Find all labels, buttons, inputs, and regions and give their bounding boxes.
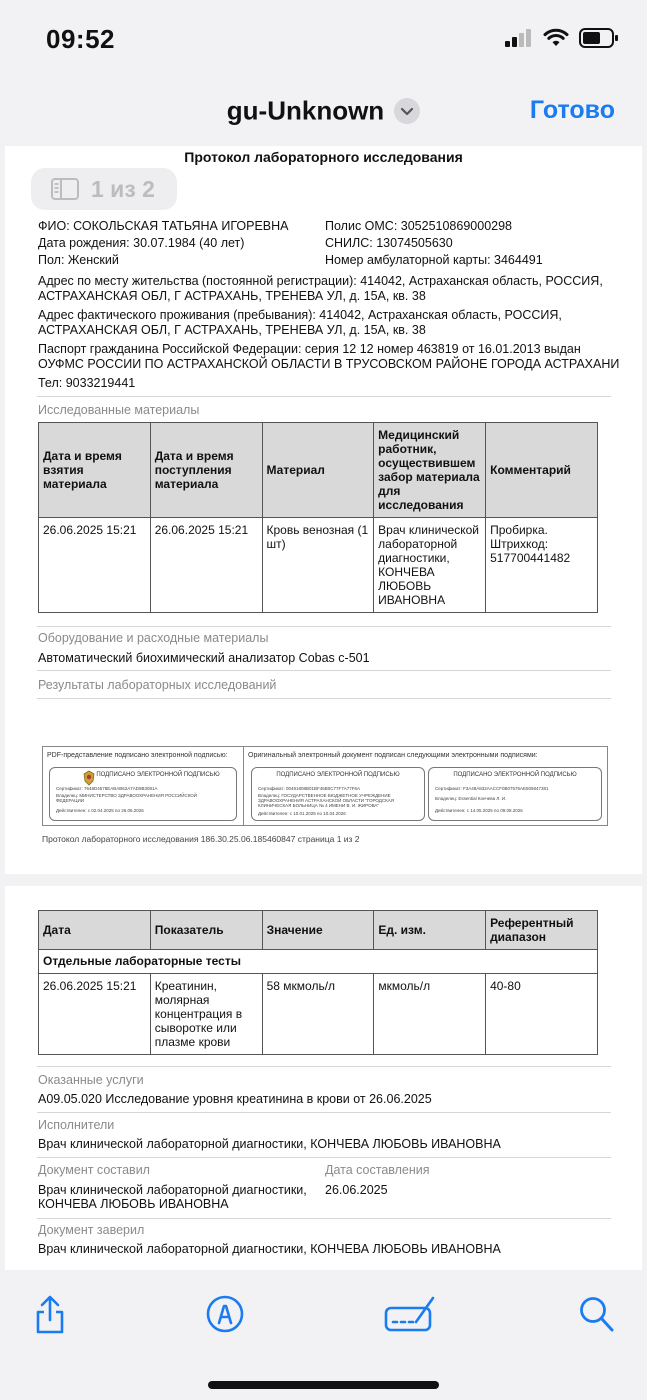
address-registration-line-1: Адрес по месту жительства (постоянной регистрации): 414042, Астраханская область, РОССИЯ,: [38, 274, 603, 288]
signature-cert: Сертификат: F3A48A832AACCF0B07576AE505847381: [435, 786, 549, 791]
table-header: Комментарий: [486, 423, 598, 518]
divider: [37, 396, 611, 397]
table-header: Дата и время поступления материала: [150, 423, 262, 518]
certified-value: Врач клинической лабораторной диагностики, КОНЧЕВА ЛЮБОВЬ ИВАНОВНА: [38, 1242, 501, 1256]
home-indicator[interactable]: [208, 1381, 439, 1389]
pdf-signature-panel: [43, 747, 244, 825]
materials-table: [38, 422, 598, 613]
table-header: Дата и время взятия материала: [39, 423, 151, 518]
patient-snils: СНИЛС: 13074505630: [325, 236, 453, 250]
navigation-bar: [0, 80, 647, 142]
status-icons: [505, 28, 619, 48]
date-value: 26.06.2025: [325, 1183, 388, 1197]
divider: [37, 1112, 611, 1113]
services-heading: Оказанные услуги: [38, 1073, 144, 1087]
divider: [37, 670, 611, 671]
signature-block: [42, 746, 608, 826]
done-button[interactable]: Готово: [529, 96, 615, 124]
signature-icon[interactable]: [384, 1294, 436, 1334]
table-cell: 26.06.2025 15:21: [39, 974, 151, 1055]
battery-icon: [579, 28, 619, 48]
divider: [37, 1066, 611, 1067]
date-heading: Дата составления: [325, 1163, 430, 1177]
table-header: Показатель: [150, 911, 262, 950]
composed-line-2: КОНЧЕВА ЛЮБОВЬ ИВАНОВНА: [38, 1197, 229, 1211]
table-group-row: [39, 950, 598, 974]
passport-line-1: Паспорт гражданина Российской Федерации: серия 12 12 номер 463819 от 16.01.2013 выдан: [38, 342, 581, 356]
patient-fio: ФИО: СОКОЛЬСКАЯ ТАТЬЯНА ИГОРЕВНА: [38, 219, 289, 233]
signature-valid: Действителен: с 14.05.2025 по 09.08.2026: [435, 808, 523, 813]
address-registration-line-2: АСТРАХАНСКАЯ ОБЛ, Г АСТРАХАНЬ, ТРЕНЕВА УЛ, д. 15А, кв. 38: [38, 289, 426, 303]
protocol-title: Протокол лабораторного исследования: [184, 149, 463, 165]
signature-card-title: ПОДПИСАНО ЭЛЕКТРОННОЙ ПОДПИСЬЮ: [96, 772, 220, 778]
patient-card: Номер амбулаторной карты: 3464491: [325, 253, 543, 267]
divider: [37, 626, 611, 627]
table-cell: Кровь венозная (1 шт): [262, 518, 374, 613]
status-bar: [0, 0, 647, 80]
patient-sex: Пол: Женский: [38, 253, 119, 267]
certified-heading: Документ заверил: [38, 1223, 145, 1237]
address-actual-line-2: АСТРАХАНСКАЯ ОБЛ, Г АСТРАХАНЬ, ТРЕНЕВА УЛ, д. 15А, кв. 38: [38, 323, 426, 337]
table-cell: 26.06.2025 15:21: [39, 518, 151, 613]
table-row: [39, 518, 598, 613]
signature-card: [49, 767, 237, 821]
pdf-page-2[interactable]: [5, 886, 642, 1270]
divider: [37, 1218, 611, 1219]
table-cell: 58 мкмоль/л: [262, 974, 374, 1055]
table-cell: мкмоль/л: [374, 974, 486, 1055]
search-icon[interactable]: [578, 1294, 616, 1334]
table-row: [39, 974, 598, 1055]
table-header: Референтный диапазон: [486, 911, 598, 950]
table-cell: Креатинин, молярная концентрация в сыворотке или плазме крови: [150, 974, 262, 1055]
table-header: Материал: [262, 423, 374, 518]
equipment-value: Автоматический биохимический анализатор Cobas c-501: [38, 651, 370, 665]
share-icon[interactable]: [32, 1294, 68, 1336]
signature-owner: Владелец: МИНИСТЕРСТВО ЗДРАВООХРАНЕНИЯ РОССИЙСКОЙ ФЕДЕРАЦИИ: [56, 793, 198, 803]
composed-line-1: Врач клинической лабораторной диагностики,: [38, 1183, 307, 1197]
cellular-signal-icon: [505, 29, 533, 47]
chevron-down-icon[interactable]: [394, 98, 420, 124]
patient-polis: Полис ОМС: 3052510869000298: [325, 219, 512, 233]
equipment-heading: Оборудование и расходные материалы: [38, 631, 269, 645]
table-header: Значение: [262, 911, 374, 950]
results-table: [38, 910, 598, 1055]
wifi-icon: [543, 28, 569, 48]
pdf-page-1[interactable]: [5, 146, 642, 874]
table-header: Медицинский работник, осуществившем забор материала для исследования: [374, 423, 486, 518]
signature-owner: Владелец: ГОСУДАРСТВЕННОЕ БЮДЖЕТНОЕ УЧРЕЖДЕНИЕ ЗДРАВООХРАНЕНИЯ АСТРАХАНСКОЙ ОБЛАСТИ "ГОРОДСКАЯ КЛИНИЧЕСКАЯ БОЛЬНИЦА № 4 ИМЕНИ В. И. ЖИРОВА": [258, 793, 394, 808]
results-heading: Результаты лабораторных исследований: [38, 678, 277, 692]
materials-heading: Исследованные материалы: [38, 403, 200, 417]
patient-phone: Тел: 9033219441: [38, 376, 136, 390]
services-value: A09.05.020 Исследование уровня креатинина в крови от 26.06.2025: [38, 1092, 432, 1106]
table-cell: 26.06.2025 15:21: [150, 518, 262, 613]
divider: [37, 698, 611, 699]
table-cell: Врач клинической лабораторной диагностики, КОНЧЕВА ЛЮБОВЬ ИВАНОВНА: [374, 518, 486, 613]
markup-icon[interactable]: [205, 1294, 245, 1334]
address-actual-line-1: Адрес фактического проживания (пребывания): 414042, Астраханская область, РОССИЯ,: [38, 308, 562, 322]
table-cell: Пробирка. Штрихкод: 517700441482: [486, 518, 598, 613]
performers-heading: Исполнители: [38, 1118, 115, 1132]
table-group-label: Отдельные лабораторные тесты: [39, 950, 598, 974]
signature-card: [428, 767, 602, 821]
passport-line-2: ОУФМС РОССИИ ПО АСТРАХАНСКОЙ ОБЛАСТИ В ТРУСОВСКОМ РАЙОНЕ ГОРОДА АСТРАХАНИ: [38, 357, 620, 371]
signature-cert: Сертификат: 00491808B01BF46B0C77F7A77F6A: [258, 786, 361, 791]
signature-valid: Действителен: с 02.04.2025 по 26.06.2026: [56, 808, 144, 813]
composed-heading: Документ составил: [38, 1163, 150, 1177]
page-indicator[interactable]: [31, 168, 177, 210]
signature-card-title: ПОДПИСАНО ЭЛЕКТРОННОЙ ПОДПИСЬЮ: [276, 772, 400, 778]
signature-owner: Владелец: Essential Кончева Л. И.: [435, 796, 507, 801]
status-time: 09:52: [46, 24, 115, 54]
sidebar-icon: [51, 178, 79, 200]
table-header: Ед. изм.: [374, 911, 486, 950]
page-footer: Протокол лабораторного исследования 186.30.25.06.185460847 страница 1 из 2: [42, 834, 360, 844]
signature-card: [251, 767, 425, 821]
original-signature-title: Оригинальный электронный документ подписан следующими электронными подписями:: [248, 752, 538, 759]
signature-valid: Действителен: с 10.01.2025 по 10.04.2026: [258, 811, 346, 816]
pdf-signature-title: PDF-представление подписано электронной подписью:: [47, 752, 228, 759]
performers-value: Врач клинической лабораторной диагностики, КОНЧЕВА ЛЮБОВЬ ИВАНОВНА: [38, 1137, 501, 1151]
patient-birth: Дата рождения: 30.07.1984 (40 лет): [38, 236, 245, 250]
page-indicator-text: 1 из 2: [91, 175, 155, 202]
table-header: Дата: [39, 911, 151, 950]
signature-card-title: ПОДПИСАНО ЭЛЕКТРОННОЙ ПОДПИСЬЮ: [453, 772, 577, 778]
document-title: gu-Unknown: [226, 95, 385, 126]
table-cell: 40-80: [486, 974, 598, 1055]
divider: [37, 1157, 611, 1158]
signature-cert: Сертификат: 7648D4578EABAB62A7AD9B3081A: [56, 786, 158, 791]
